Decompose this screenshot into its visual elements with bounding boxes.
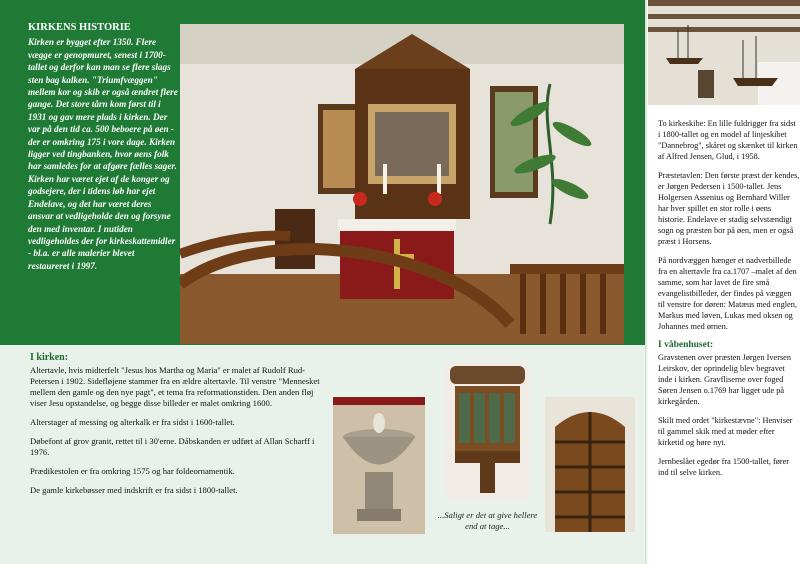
- pulpit-photo: [445, 361, 530, 499]
- intro-text: Kirken er bygget efter 1350. Flere vægge er genopmuret, senest i 1700-tallet og derfor kan man se flere slags sten bag kalken. "Triumfvæggen" mellem kor og skib er også ændret flere gange. Det store tårn kom først til i 1931 og gav mere plads i kirken. Der var på den tid ca. 500 beboere på øen - der er omkring 175 i vore dage. Kirken ligger ved tingbanken, hvor øens folk har samledes for at afgøre fælles sager. Kirken har været ejet af de konger og godsejere, der i tidens løb har ejet Endelave, og det har været deres ansvar at vedligeholde den og forsyne den med inventar. I nutiden vedligeholdes der for kirkeskattemidler - bl.a. er alle malerier blevet restaureret i 1997.: [28, 37, 178, 271]
- right-paragraph-skilt: Skilt med ordet "kirkestævne": Henviser til gammel skik med at møder efter kirketid og høre nyt.: [658, 416, 793, 447]
- i-kirken-paragraph-kirkebosser: De gamle kirkebøsser med indskrift er fra sidst i 1800-tallet.: [30, 485, 238, 495]
- right-paragraph-jerndor: Jernbeslået egedør fra 1500-tallet, fører ind til selve kirken.: [658, 457, 790, 477]
- intro-title: KIRKENS HISTORIE: [28, 22, 131, 33]
- church-ships-photo: [648, 0, 800, 105]
- altar-photo: [180, 24, 624, 344]
- church-door-photo: [545, 397, 635, 532]
- right-paragraph-nordvaeggen: På nordvæggen hænger et nadverbillede fra en altertavle fra ca.1707 –malet af den samme, som har lavet de fire små evangelistbilleder, der findes på væggen til venstre for døren: Matæus med englen, Markus med løven, Lukas med oksen og Johannes med ørnen.: [658, 256, 797, 331]
- i-kirken-paragraph-alterstager: Alterstager af messing og alterkalk er fra sidst i 1600-tallet.: [30, 417, 235, 427]
- vabenhuset-heading: I våbenhuset:: [658, 340, 714, 350]
- i-kirken-paragraph-dobefont: Døbefont af grov granit, rettet til i 30'erne. Dåbskanden er udført af Allan Scharff i 1976.: [30, 436, 315, 457]
- right-paragraph-gravstenen: Gravstenen over præsten Jørgen Iversen Leirskov, der oprindelig blev begravet inde i kirken. Gravfliserne over foged Søren Jensen o.1769 har ligget ude på kirkegården.: [658, 353, 792, 406]
- i-kirken-paragraph-praedikestol: Prædikestolen er fra omkring 1575 og har foldeornamentik.: [30, 466, 235, 476]
- i-kirken-heading: I kirken:: [30, 352, 69, 363]
- baptismal-font-photo: [333, 397, 425, 534]
- i-kirken-paragraph-altertavle: Altertavle, hvis midterfelt "Jesus hos Martha og Maria" er malet af Rudolf Rud-Petersen i 1902. Sidefløjene stammer fra en ældre altertavle. Til venstre "Mennesket mellem den gamle og den nye pagt", et tema fra reformationstiden. Den anden fløj viser Jesu opstandelse, og begge disse billeder er malet omkring 1600.: [30, 365, 320, 408]
- right-text: [658, 118, 800, 486]
- right-paragraph-kirkeskibe: To kirkeskibe: En lille fuldrigger fra sidst i 1800-tallet og en model af linjeskibet "Dannebrog", skåret og skænket til kirken af Alfred Jensen, Glud, i 1958.: [658, 119, 798, 161]
- i-kirken-section: [30, 352, 330, 504]
- right-paragraph-praestetavlen: Præstetavlen: Den første præst der kendes, er Jørgen Pedersen i 1500-tallet. Jens Holgersen Assenius og Bernhard Willer har hver spillet en stor rolle i øens historie. Endelave er stadig selvstændigt sogn og præsten bor på øen, men er også præst i Horsens.: [658, 171, 800, 246]
- intro-block: [28, 22, 178, 272]
- photo-caption: ...Saligt er det at give hellere end at tage...: [437, 510, 538, 531]
